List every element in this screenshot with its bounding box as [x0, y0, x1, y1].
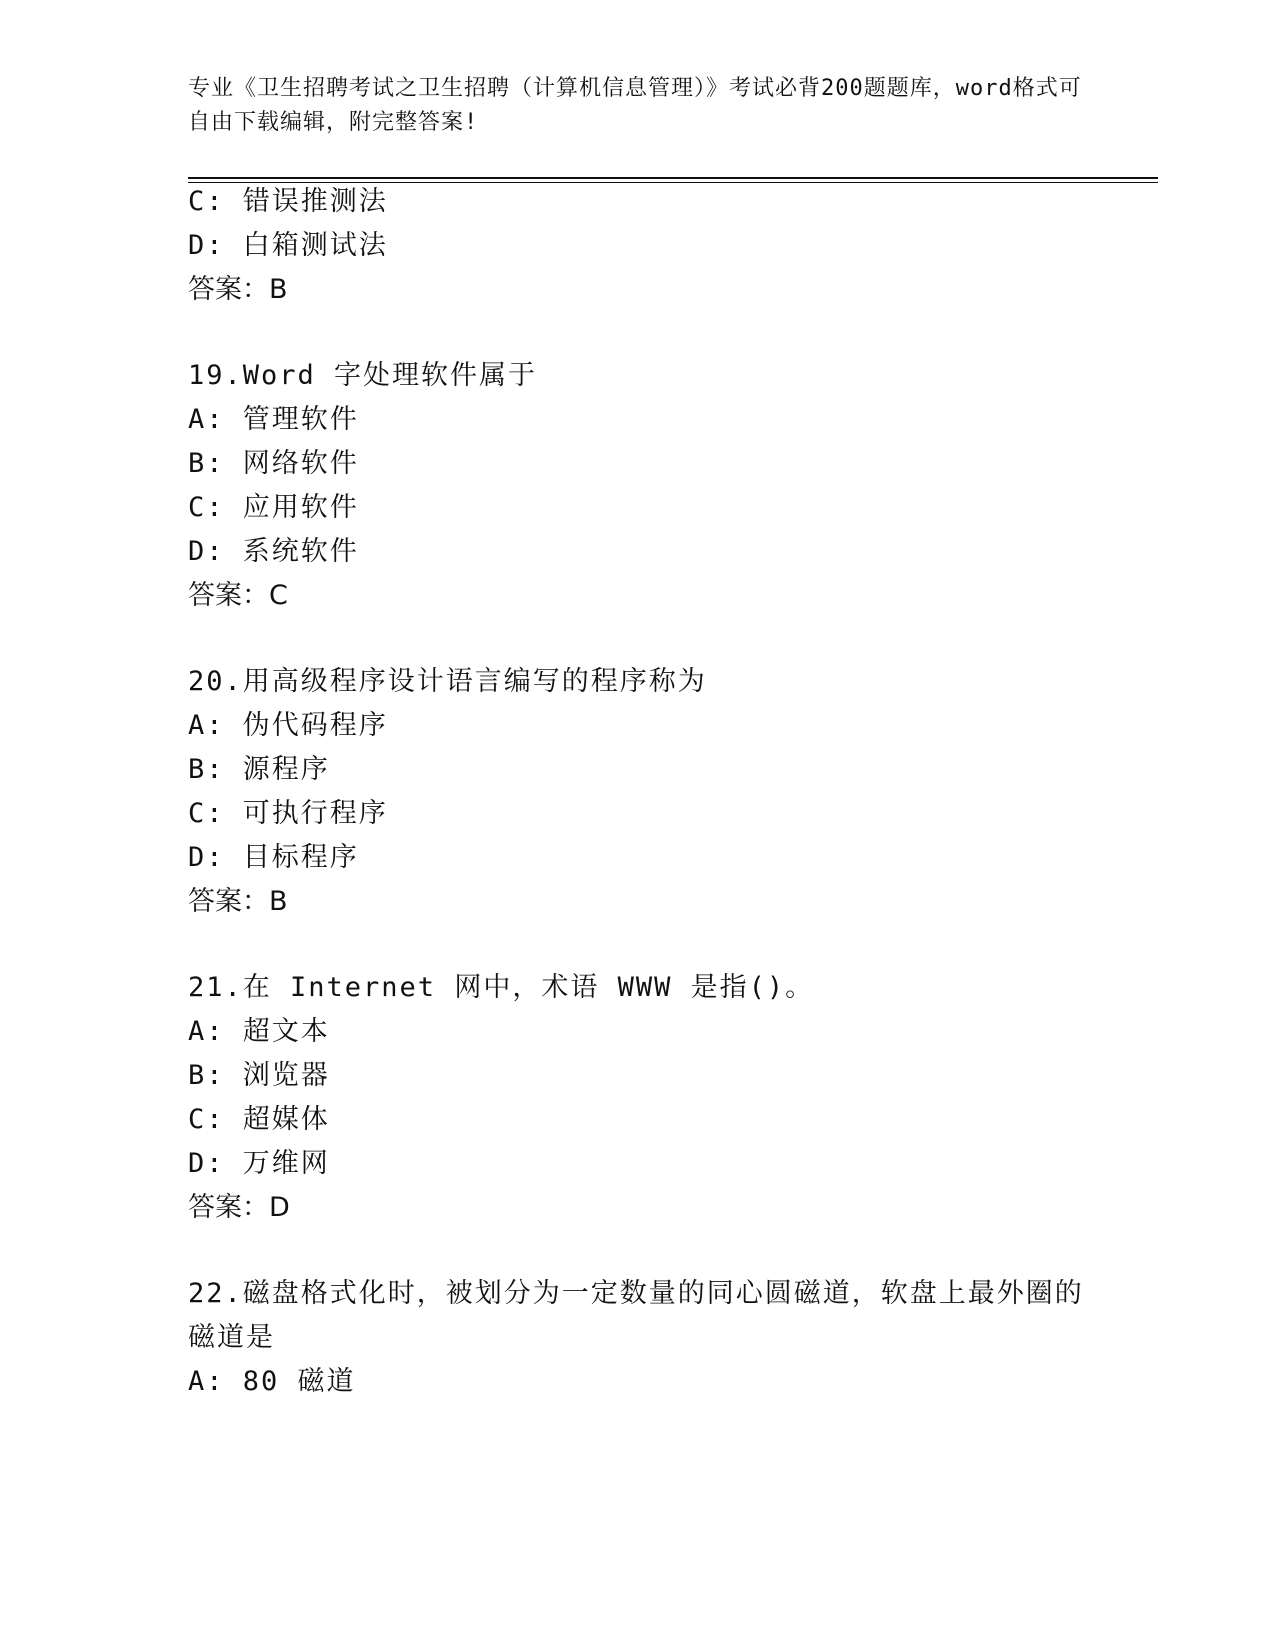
option-a: A: 超文本 [188, 1016, 330, 1047]
answer-line: 答案：D [188, 1192, 290, 1223]
option-d: D: 万维网 [188, 1148, 330, 1179]
option-c: C: 错误推测法 [188, 186, 388, 217]
option-a: A: 管理软件 [188, 404, 359, 435]
option-a: A: 伪代码程序 [188, 710, 388, 741]
question-stem-22: 22.磁盘格式化时，被划分为一定数量的同心圆磁道，软盘上最外圈的 [188, 1278, 1084, 1309]
option-b: B: 浏览器 [188, 1060, 330, 1091]
option-d: D: 白箱测试法 [188, 230, 388, 261]
option-c: C: 可执行程序 [188, 798, 388, 829]
option-b: B: 网络软件 [188, 448, 359, 479]
option-c: C: 应用软件 [188, 492, 359, 523]
option-d: D: 目标程序 [188, 842, 359, 873]
option-a: A: 80 磁道 [188, 1366, 356, 1397]
question-stem-19: 19.Word 字处理软件属于 [188, 360, 538, 391]
answer-line: 答案：C [188, 580, 288, 611]
header-divider [188, 177, 1158, 183]
question-stem-22-continued: 磁道是 [188, 1322, 275, 1353]
option-c: C: 超媒体 [188, 1104, 330, 1135]
question-stem-21: 21.在 Internet 网中，术语 WWW 是指()。 [188, 972, 815, 1003]
document-header: 专业《卫生招聘考试之卫生招聘（计算机信息管理）》考试必背200题题库，word格式可自由下载编辑，附完整答案! [188, 76, 1082, 135]
option-b: B: 源程序 [188, 754, 330, 785]
question-stem-20: 20.用高级程序设计语言编写的程序称为 [188, 666, 707, 697]
answer-line: 答案：B [188, 274, 288, 305]
answer-line: 答案：B [188, 886, 288, 917]
option-d: D: 系统软件 [188, 536, 359, 567]
